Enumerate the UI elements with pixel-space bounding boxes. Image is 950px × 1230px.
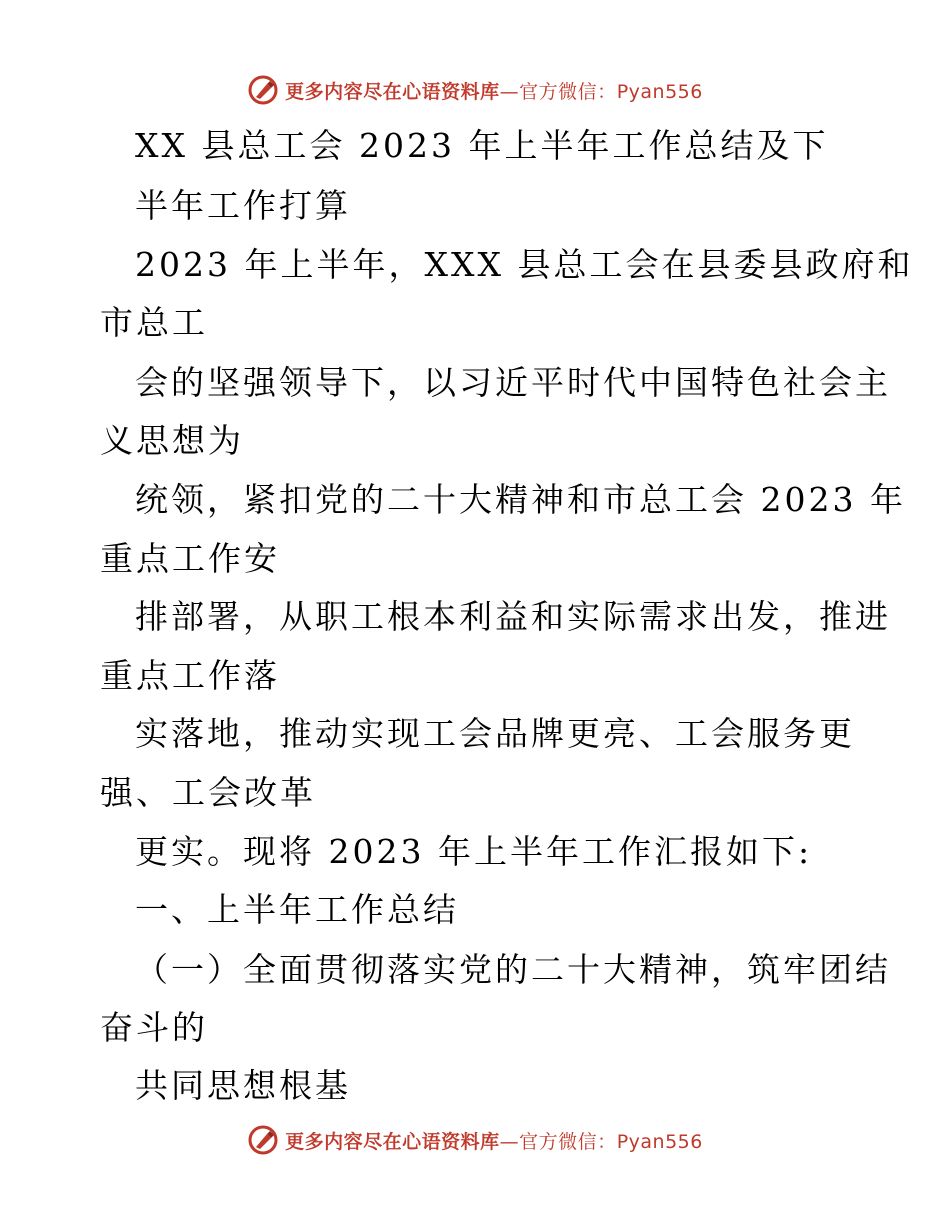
footer-watermark [0, 1120, 950, 1160]
section-heading: 一、上半年工作总结 [135, 890, 459, 929]
paragraph-line: 强、工会改革 [100, 773, 316, 812]
paragraph-line: 共同思想根基 [135, 1066, 351, 1105]
paragraph-line: 义思想为 [100, 421, 244, 460]
subsection-heading: （一）全面贯彻落实党的二十大精神，筑牢团结 [135, 950, 891, 989]
header-watermark [0, 70, 950, 110]
paragraph-line: 重点工作落 [100, 656, 280, 695]
paragraph-line: 2023 年上半年，XXX 县总工会在县委县政府和 [135, 245, 914, 284]
watermark-text: 更多内容尽在心语资料库—官方微信：Pyan556 [285, 1130, 703, 1153]
paragraph-line: 更实。现将 2023 年上半年工作汇报如下: [135, 832, 813, 871]
paragraph-line: 实落地，推动实现工会品牌更亮、工会服务更 [135, 714, 855, 753]
paragraph-line: 重点工作安 [100, 539, 280, 578]
document-title-line-2: 半年工作打算 [135, 186, 351, 225]
paragraph-line: 排部署，从职工根本利益和实际需求出发，推进 [135, 597, 891, 636]
document-title-line-1: XX 县总工会 2023 年上半年工作总结及下 [135, 126, 829, 165]
paragraph-line: 统领，紧扣党的二十大精神和市总工会 2023 年 [135, 480, 906, 519]
pen-nib-logo-icon [247, 74, 279, 106]
paragraph-line: 会的坚强领导下，以习近平时代中国特色社会主 [135, 363, 891, 402]
paragraph-line: 市总工 [100, 303, 208, 342]
watermark-text: 更多内容尽在心语资料库—官方微信：Pyan556 [285, 80, 703, 103]
subsection-heading-cont: 奋斗的 [100, 1008, 208, 1047]
pen-nib-logo-icon [247, 1124, 279, 1156]
